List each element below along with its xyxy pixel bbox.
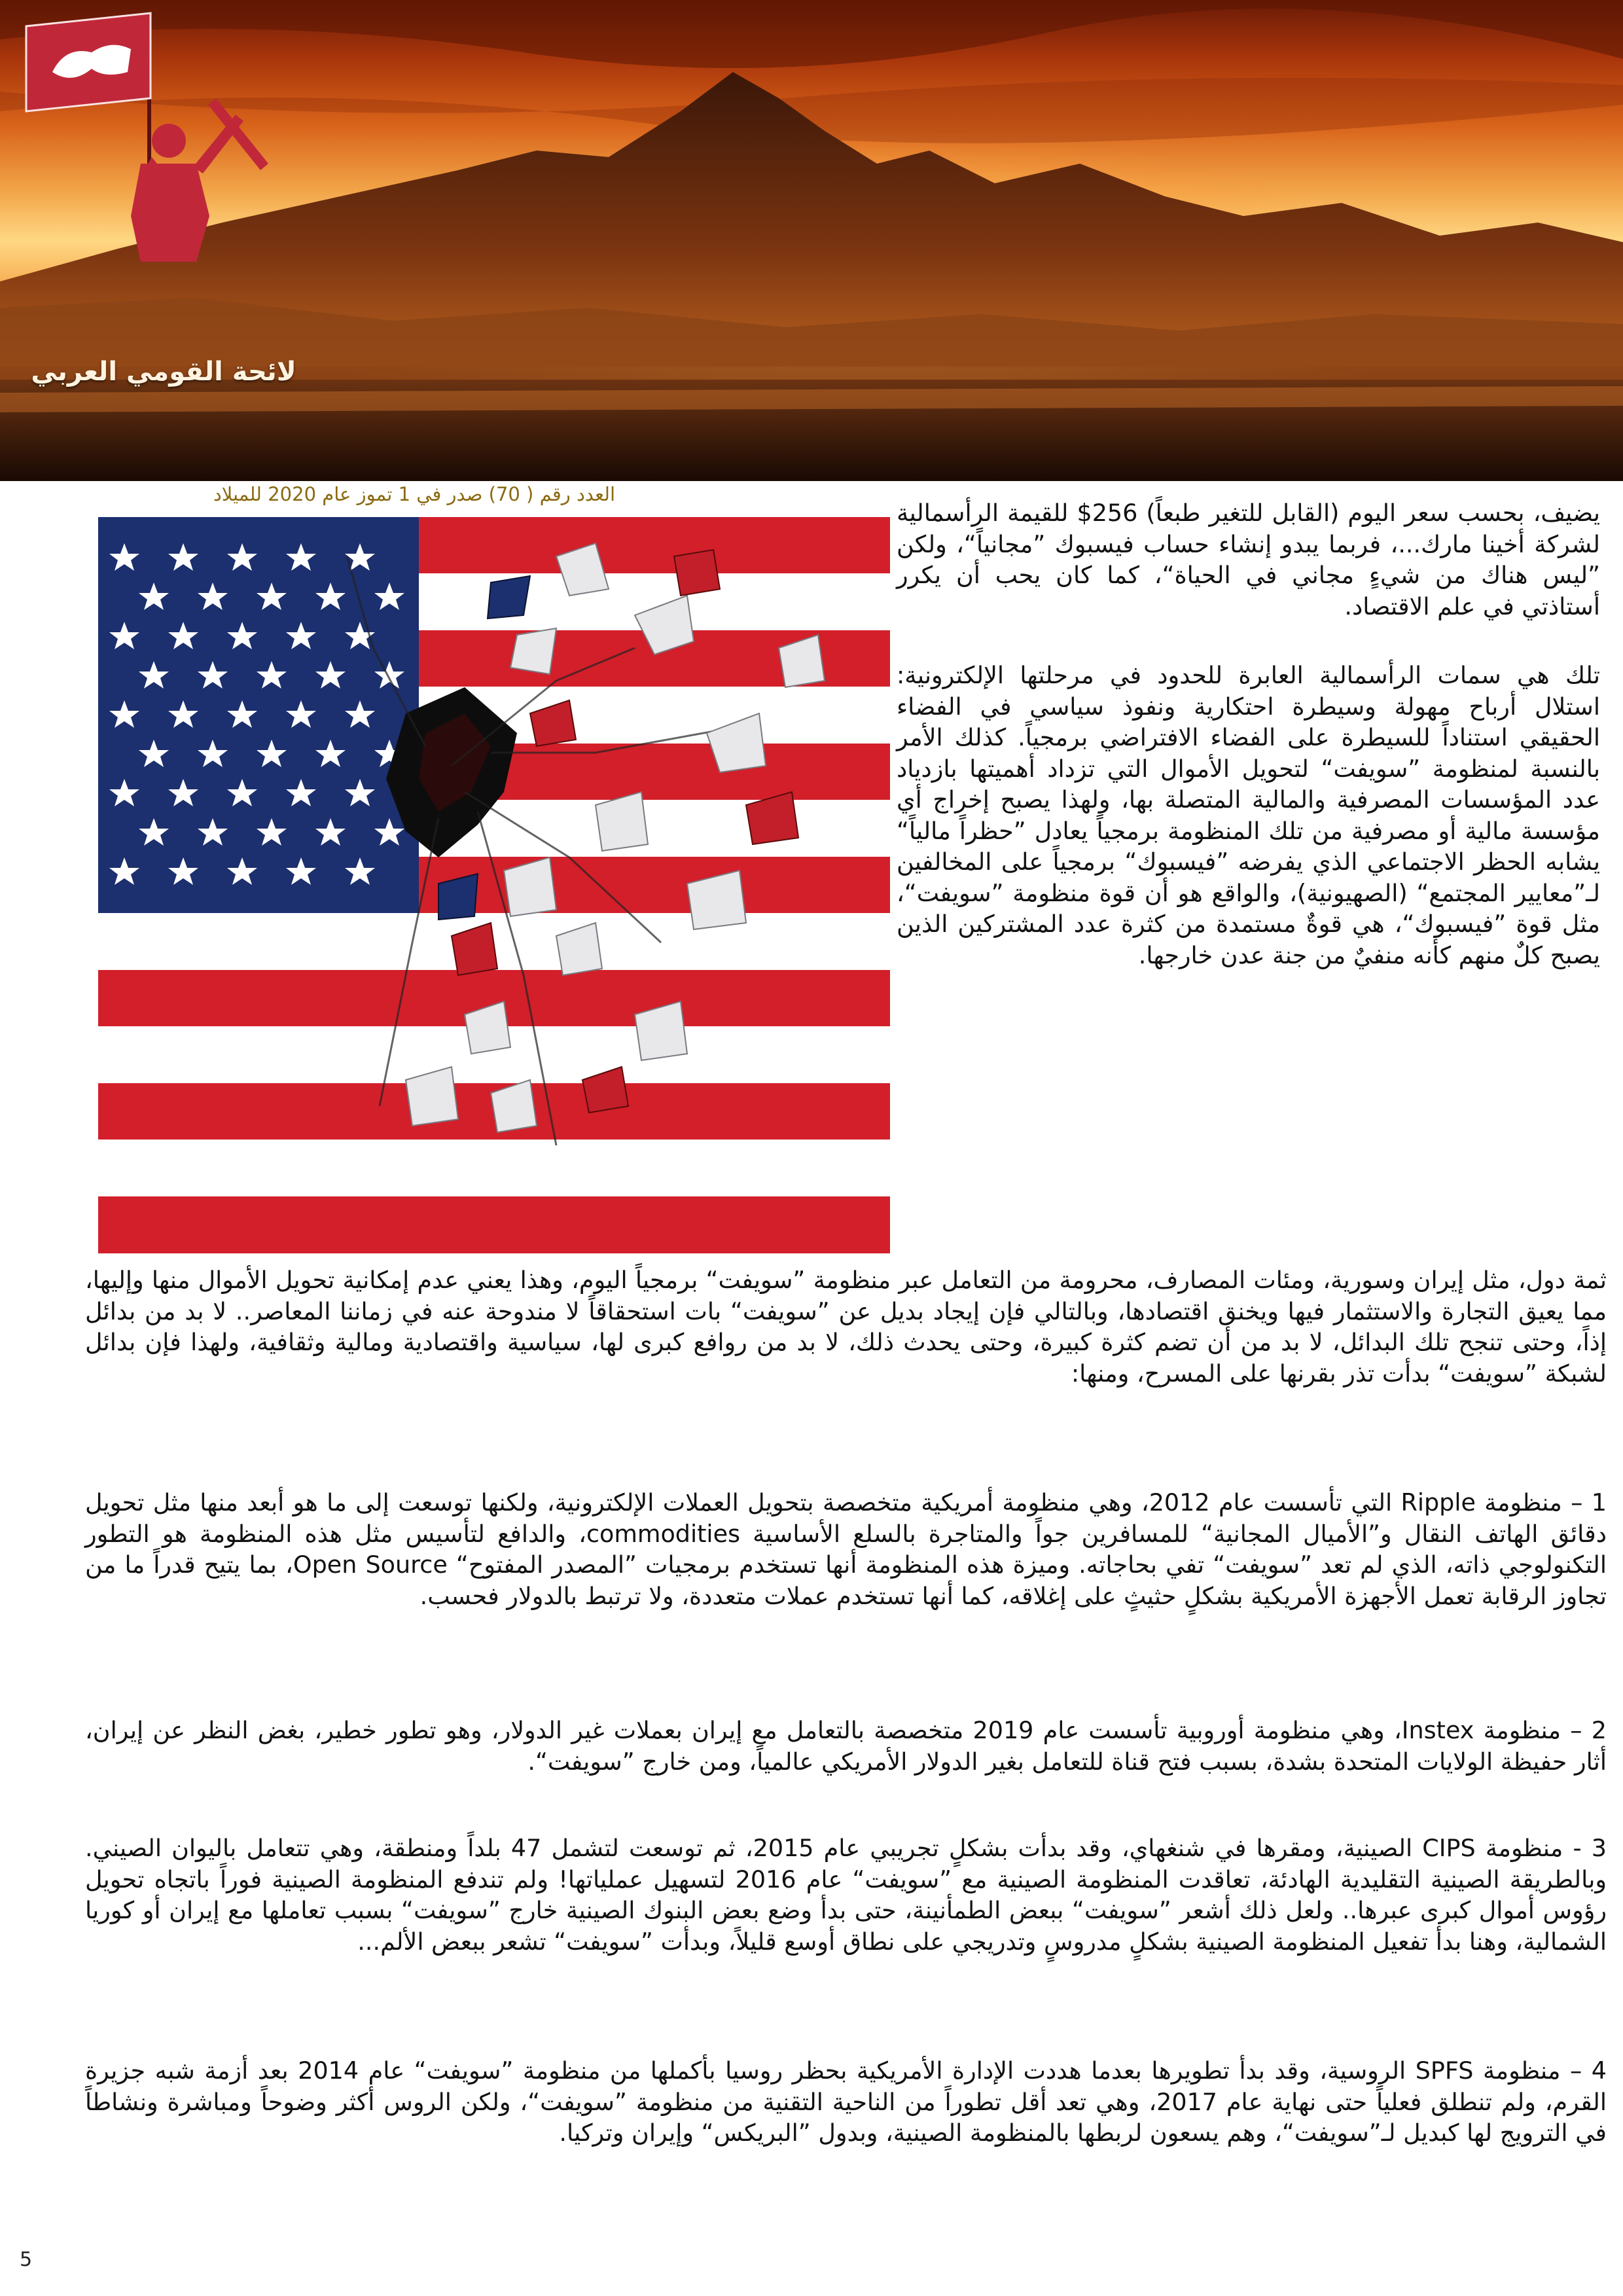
body-paragraph-cips: [85, 1833, 1607, 1957]
body-paragraph: 3 - منظومة CIPS الصينية، ومقرها في شنغهاي، وقد بدأت بشكلٍ تجريبي عام 2015، ثم توسعت لتشمل 47 بلداً ومنطقة، وهي تتعامل باليوان الصيني. وبالطريقة الصينية التقليدية الهادئة، تعاقدت المنظومة الصينية مع ”سويفت“ عام 2016 لتسهيل عملياتها! ولم تندفع المنظومة الصينية فوراً باتجاه تحويل رؤوس أموال كبرى عبرها.. ولعل ذلك أشعر ”سويفت“ ببعض الطمأنينة، حتى بدأ وضع بعض البنوك الصينية خارج ”سويفت“ بسبب تعاملها مع إيران أو كوريا الشمالية، وهنا بدأ تفعيل المنظومة الصينية بشكلٍ مدروسٍ وتدريجي على نطاق أوسع قليلاً، وبدأت ”سويفت“ تشعر ببعض الألم...: [85, 1834, 1607, 1956]
shattered-american-flag-image: [98, 517, 890, 1253]
logo-title: لائحة القومي العربي: [31, 357, 296, 387]
header-banner: [0, 0, 1623, 481]
body-paragraph-intro: [85, 1265, 1607, 1389]
column-paragraph: يضيف، بحسب سعر اليوم (القابل للتغير طبعاً) 256$ للقيمة الرأسمالية لشركة أخينا مارك...، فربما يبدو إنشاء حساب فيسبوك ”مجانياً“، ولكن ”ليس هناك من شيءٍ مجاني في الحياة“، كما كان يحب أن يكرر أستاذتي في علم الاقتصاد.: [897, 499, 1600, 620]
body-paragraph-instex: [85, 1715, 1607, 1777]
page-number: 5: [20, 2248, 33, 2271]
body-paragraph-spfs: [85, 2055, 1607, 2149]
column-text: [897, 497, 1600, 1009]
body-paragraph-ripple: [85, 1487, 1607, 1611]
body-paragraph: 4 – منظومة SPFS الروسية، وقد بدأ تطويرها بعدما هددت الإدارة الأمريكية بحظر روسيا بأكملها من منظومة ”سويفت“ عام 2014 بعد أزمة شبه جزيرة القرم، ولم تنطلق فعلياً حتى نهاية عام 2017، وهي تعد أقل تطوراً من الناحية التقنية من منظومة ”سويفت“، ولكن الروس أكثر وضوحاً ومباشرة ونشاطاً في الترويج لها كبديل لـ”سويفت“، وهم يسعون لربطها بالمنظومة الصينية، وبدول ”البريكس“ وإيران وتركيا.: [85, 2056, 1607, 2147]
body-paragraph: 1 – منظومة Ripple التي تأسست عام 2012، وهي منظومة أمريكية متخصصة بتحويل العملات الإلكترونية، ولكنها توسعت إلى ما هو أبعد منها مثل تحويل دقائق الهاتف النقال و”الأميال المجانية“ للمسافرين جواً والمتاجرة بالسلع الأساسية commodities، والدافع لتأسيس مثل هذه المنظومة هو التطور التكنولوجي ذاته، الذي لم تعد ”سويفت“ تفي بحاجاته. وميزة هذه المنظومة أنها تستخدم برمجيات ”المصدر المفتوح“ Open Source، بما يتيح قدراً ما من تجاوز الرقابة تعمل الأجهزة الأمريكية بشكلٍ حثيثٍ على إغلاقه، كما أنها تستخدم عملات متعددة، ولا ترتبط بالدولار فحسب.: [85, 1488, 1607, 1610]
column-paragraph: تلك هي سمات الرأسمالية العابرة للحدود في مرحلتها الإلكترونية: استلال أرباح مهولة وسيطرة احتكارية ونفوذ سياسي في الفضاء الحقيقي استناداً للسيطرة على الفضاء الافتراضي برمجياً. كذلك الأمر بالنسبة لمنظومة ”سويفت“ لتحويل الأموال التي تزداد أهميتها بازدياد عدد المؤسسات المصرفية والمالية المتصلة بها، ولهذا يصبح إخراج أي مؤسسة مالية أو مصرفية من تلك المنظومة برمجياً يعادل ”حظراً مالياً“ يشابه الحظر الاجتماعي الذي يفرضه ”فيسبوك“ برمجياً على المخالفين لـ”معايير المجتمع“ (الصهيونية)، والواقع هو أن قوة منظومة ”سويفت“، مثل قوة ”فيسبوك“، هي قوةٌ مستمدة من كثرة عدد المشتركين الذين يصبح كلٌ منهم كأنه منفيٌ من جنة عدن خارجها.: [897, 661, 1600, 969]
issue-line: العدد رقم ( 70) صدر في 1 تموز عام 2020 للميلاد: [213, 483, 615, 505]
armed-figure-with-flag-icon: [0, 0, 281, 262]
body-paragraph: 2 – منظومة Instex، وهي منظومة أوروبية تأسست عام 2019 متخصصة بالتعامل مع إيران بعملات غير الدولار، وهو تطور خطير، بغض النظر عن إيران، أثار حفيظة الولايات المتحدة بشدة، بسبب فتح قناة للتعامل بغير الدولار الأمريكي عالمياً، ومن خارج ”سويفت“.: [85, 1716, 1607, 1776]
body-paragraph: ثمة دول، مثل إيران وسورية، ومئات المصارف، محرومة من التعامل عبر منظومة ”سويفت“ برمجياً اليوم، وهذا يعني عدم إمكانية تحويل الأموال منها وإليها، مما يعيق التجارة والاستثمار فيها ويخنق اقتصادها، وبالتالي فإن إيجاد بديل عن ”سويفت“ بات استحقاقاً لا مندوحة عنه في زماننا المعاصر.. لا بد من بدائل إذاً، وحتى تنجح تلك البدائل، لا بد من أن تضم كثرة كبيرة، وحتى يحدث ذلك، لا بد من روافع كبرى لها، سياسية واقتصادية ومالية وثقافية، ولهذا فإن بدائل لشبكة ”سويفت“ بدأت تذر بقرنها على المسرح، ومنها:: [85, 1266, 1607, 1388]
